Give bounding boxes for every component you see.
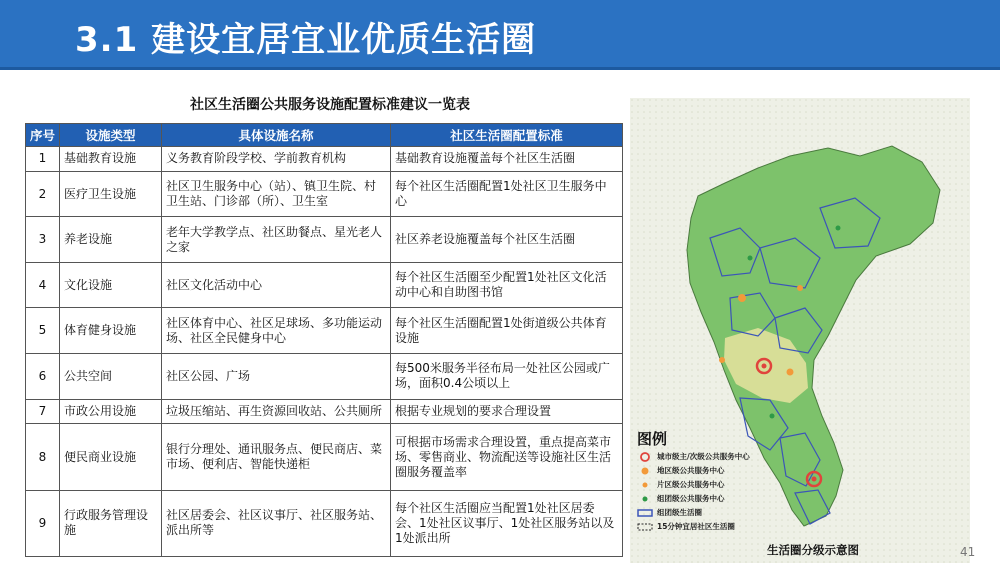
cell-type: 便民商业设施	[60, 424, 162, 490]
cell-names: 社区体育中心、社区足球场、多功能运动场、社区全民健身中心	[162, 308, 391, 354]
map-legend	[637, 450, 787, 534]
map-caption: 生活圈分级示意图	[767, 543, 859, 557]
legend-item-label: 组团级生活圈	[657, 508, 702, 517]
legend-title: 图例	[637, 430, 668, 448]
legend-item-label: 15分钟宜居社区生活圈	[657, 522, 735, 531]
legend-item-label: 组团级公共服务中心	[657, 494, 725, 503]
table-row	[26, 399, 623, 424]
cell-type: 医疗卫生设施	[60, 171, 162, 217]
legend-item-label: 城市级主/次级公共服务中心	[657, 452, 750, 461]
cell-type: 体育健身设施	[60, 308, 162, 354]
cell-type: 公共空间	[60, 354, 162, 400]
cell-names: 社区文化活动中心	[162, 262, 391, 308]
cell-names: 银行分理处、通讯服务点、便民商店、菜市场、便利店、智能快递柜	[162, 424, 391, 490]
column-header-standard: 社区生活圈配置标准	[391, 124, 623, 147]
slide-title: 3.1 建设宜居宜业优质生活圈	[75, 20, 537, 60]
cell-no: 2	[26, 171, 60, 217]
dash-black-icon	[637, 522, 653, 532]
table-row	[26, 262, 623, 308]
column-header-names: 具体设施名称	[162, 124, 391, 147]
legend-item	[637, 464, 787, 477]
cell-names: 社区公园、广场	[162, 354, 391, 400]
line-blue-icon	[637, 508, 653, 518]
legend-item	[637, 520, 787, 533]
legend-item	[637, 492, 787, 505]
table-row	[26, 217, 623, 263]
cell-no: 6	[26, 354, 60, 400]
table-row	[26, 490, 623, 556]
column-header-type: 设施类型	[60, 124, 162, 147]
legend-item	[637, 450, 787, 463]
cell-no: 7	[26, 399, 60, 424]
cell-no: 8	[26, 424, 60, 490]
table-row	[26, 171, 623, 217]
cell-names: 社区卫生服务中心（站）、镇卫生院、村卫生站、门诊部（所）、卫生室	[162, 171, 391, 217]
cell-standard: 每个社区生活圈应当配置1处社区居委会、1处社区议事厅、1处社区服务站以及1处派出所	[391, 490, 623, 556]
cell-names: 老年大学教学点、社区助餐点、星光老人之家	[162, 217, 391, 263]
legend-item	[637, 506, 787, 519]
table-caption: 社区生活圈公共服务设施配置标准建议一览表	[190, 97, 470, 113]
table-header-row	[26, 124, 623, 147]
column-header-no: 序号	[26, 124, 60, 147]
dot-orange-small-icon	[637, 480, 653, 490]
dot-orange-icon	[637, 466, 653, 476]
cell-standard: 每个社区生活圈至少配置1处社区文化活动中心和自助图书馆	[391, 262, 623, 308]
cell-standard: 可根据市场需求合理设置，重点提高菜市场、零售商业、物流配送等设施社区生活圈服务覆盖率	[391, 424, 623, 490]
cell-no: 1	[26, 147, 60, 172]
table-row	[26, 354, 623, 400]
cell-type: 基础教育设施	[60, 147, 162, 172]
facility-table	[25, 123, 623, 557]
cell-type: 行政服务管理设施	[60, 490, 162, 556]
cell-no: 4	[26, 262, 60, 308]
legend-item-label: 地区级公共服务中心	[657, 466, 725, 475]
legend-item	[637, 478, 787, 491]
cell-names: 义务教育阶段学校、学前教育机构	[162, 147, 391, 172]
legend-item-label: 片区级公共服务中心	[657, 480, 725, 489]
cell-type: 市政公用设施	[60, 399, 162, 424]
table-row	[26, 147, 623, 172]
cell-standard: 基础教育设施覆盖每个社区生活圈	[391, 147, 623, 172]
cell-standard: 每500米服务半径布局一处社区公园或广场，面积0.4公顷以上	[391, 354, 623, 400]
cell-standard: 每个社区生活圈配置1处社区卫生服务中心	[391, 171, 623, 217]
cell-no: 9	[26, 490, 60, 556]
cell-type: 文化设施	[60, 262, 162, 308]
cell-no: 3	[26, 217, 60, 263]
cell-no: 5	[26, 308, 60, 354]
cell-names: 社区居委会、社区议事厅、社区服务站、派出所等	[162, 490, 391, 556]
table-row	[26, 424, 623, 490]
table-row	[26, 308, 623, 354]
ring-red-icon	[637, 452, 653, 462]
cell-names: 垃圾压缩站、再生资源回收站、公共厕所	[162, 399, 391, 424]
cell-standard: 每个社区生活圈配置1处街道级公共体育设施	[391, 308, 623, 354]
cell-standard: 社区养老设施覆盖每个社区生活圈	[391, 217, 623, 263]
cell-type: 养老设施	[60, 217, 162, 263]
cell-standard: 根据专业规划的要求合理设置	[391, 399, 623, 424]
dot-green-icon	[637, 494, 653, 504]
page-number: 41	[960, 545, 976, 559]
